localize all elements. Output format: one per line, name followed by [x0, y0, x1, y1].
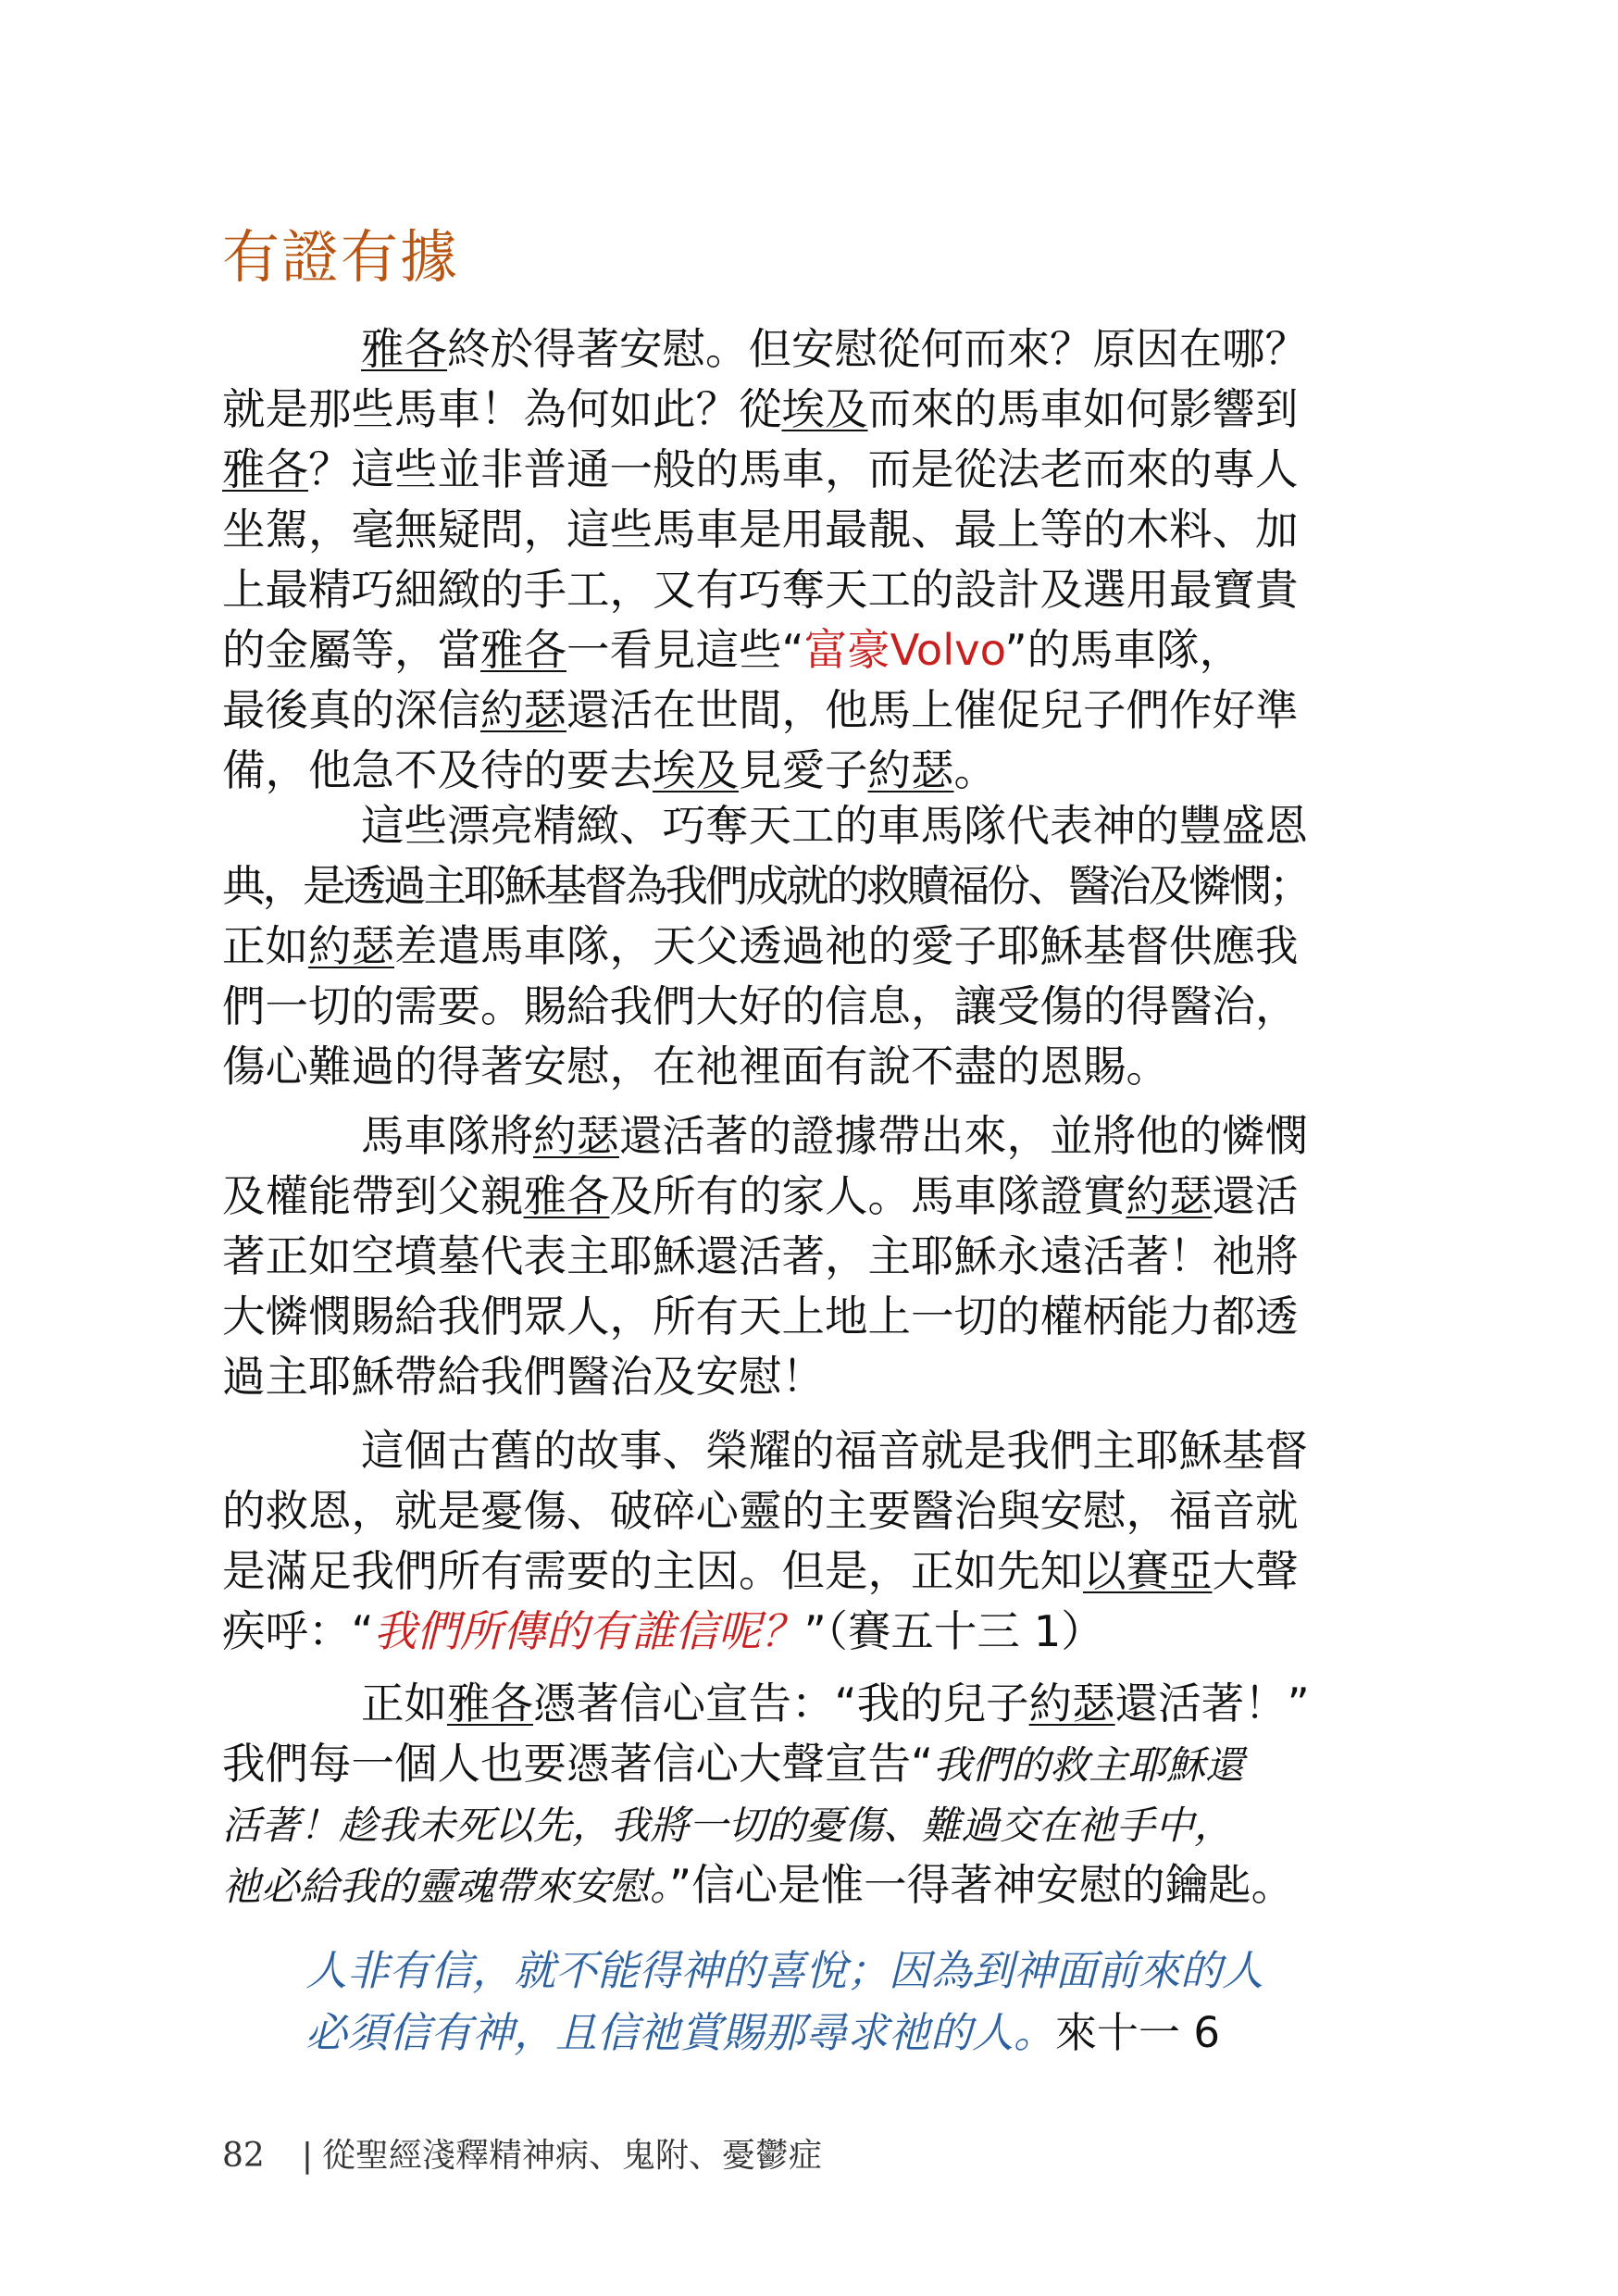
text-line: 大憐憫賜給我們眾人，所有天上地上一切的權柄能力都透 — [222, 1292, 1299, 1341]
paragraph-2 — [222, 796, 1398, 1097]
page-footer — [222, 2129, 822, 2177]
name-egypt: 埃及 — [653, 745, 739, 795]
name-joseph: 約瑟 — [1028, 1678, 1115, 1728]
text-line: 傷心難過的得著安慰，在祂裡面有說不盡的恩賜。 — [222, 1042, 1169, 1092]
text-line: 這些漂亮精緻、巧奪天工的車馬隊代表神的豐盛恩 — [361, 801, 1308, 851]
paragraph-3 — [222, 1106, 1398, 1407]
name-jacob: 雅各 — [480, 625, 566, 675]
text-line: 這個古舊的故事、榮耀的福音就是我們主耶穌基督 — [361, 1426, 1308, 1476]
text-line: 及權能帶到父親雅各及所有的家人。馬車隊證實約瑟還活 — [222, 1171, 1299, 1221]
verse-line: 必須信有神，且信祂賞賜那尋求祂的人。來十一 6 — [305, 2008, 1220, 2057]
text-line: 疾呼：“我們所傳的有誰信呢？”（賽五十三 1） — [222, 1606, 1104, 1656]
text-line: 活著！趁我未死以先，我將一切的憂傷、難過交在祂手中， — [222, 1803, 1234, 1848]
text-line: 馬車隊將約瑟還活著的證據帶出來，並將他的憐憫 — [361, 1111, 1308, 1161]
section-title: 有證有據 — [222, 223, 460, 291]
name-egypt: 埃及 — [781, 384, 868, 434]
text-line: 祂必給我的靈魂帶來安慰。”信心是惟一得著神安慰的鑰匙。 — [222, 1860, 1295, 1910]
text-line: 們一切的需要。賜給我們大好的信息，讓受傷的得醫治， — [222, 981, 1299, 1031]
bible-verse — [305, 1940, 1416, 2064]
name-jacob: 雅各 — [222, 444, 308, 494]
text-line: 過主耶穌帶給我們醫治及安慰！ — [222, 1352, 825, 1402]
quote-isaiah: 我們所傳的有誰信呢？ — [373, 1606, 804, 1656]
text-line: 就是那些馬車！為何如此？從埃及而來的馬車如何影響到 — [222, 384, 1299, 434]
text-line: 坐駕，毫無疑問，這些馬車是用最靚、最上等的木料、加 — [222, 505, 1299, 555]
text-line: 備，他急不及待的要去埃及見愛子約瑟。 — [222, 745, 997, 795]
name-jacob: 雅各 — [361, 324, 447, 374]
paragraph-4 — [222, 1421, 1398, 1662]
name-joseph: 約瑟 — [867, 745, 954, 795]
paragraph-5 — [222, 1674, 1398, 1916]
name-joseph: 約瑟 — [480, 685, 566, 735]
book-title: 從聖經淺釋精神病、鬼附、憂鬱症 — [321, 2137, 822, 2175]
text-line: 的金屬等，當雅各一看見這些“富豪Volvo”的馬車隊， — [222, 625, 1243, 675]
text-line: 我們每一個人也要憑著信心大聲宣告“我們的救主耶穌還 — [222, 1739, 1245, 1789]
name-isaiah: 以賽亞 — [1083, 1546, 1213, 1596]
name-joseph: 約瑟 — [533, 1111, 619, 1161]
text-line: 正如約瑟差遣馬車隊，天父透過祂的愛子耶穌基督供應我 — [222, 921, 1299, 971]
text-line: 的救恩，就是憂傷、破碎心靈的主要醫治與安慰，福音就 — [222, 1486, 1299, 1536]
text-line: 典，是透過主耶穌基督為我們成就的救贖福份、醫治及憐憫； — [222, 861, 1310, 911]
name-jacob: 雅各 — [447, 1678, 533, 1728]
name-joseph: 約瑟 — [308, 921, 394, 971]
text-line: 是滿足我們所有需要的主因。但是，正如先知以賽亞大聲 — [222, 1546, 1299, 1596]
verse-reference: 來十一 6 — [1055, 2008, 1220, 2057]
name-joseph: 約瑟 — [1126, 1171, 1213, 1221]
name-jacob: 雅各 — [523, 1171, 610, 1221]
text-line: 著正如空墳墓代表主耶穌還活著，主耶穌永遠活著！祂將 — [222, 1231, 1299, 1281]
text-line: 正如雅各憑著信心宣告：“我的兒子約瑟還活著！” — [361, 1678, 1310, 1728]
page-number: 82 — [222, 2137, 265, 2175]
paragraph-1 — [222, 319, 1398, 801]
declaration-quote: 我們的救主耶穌還 — [933, 1742, 1245, 1788]
text-line: 雅各？這些並非普通一般的馬車，而是從法老而來的專人 — [222, 444, 1299, 494]
footer-separator: | — [301, 2137, 313, 2175]
text-line: 雅各終於得著安慰。但安慰從何而來？原因在哪？ — [361, 324, 1308, 374]
highlight-volvo: 富豪Volvo — [803, 625, 1005, 675]
text-line: 上最精巧細緻的手工，又有巧奪天工的設計及選用最寶貴 — [222, 565, 1299, 615]
text-line: 最後真的深信約瑟還活在世間，他馬上催促兒子們作好準 — [222, 685, 1299, 735]
verse-line: 人非有信，就不能得神的喜悅；因為到神面前來的人 — [305, 1946, 1264, 1995]
